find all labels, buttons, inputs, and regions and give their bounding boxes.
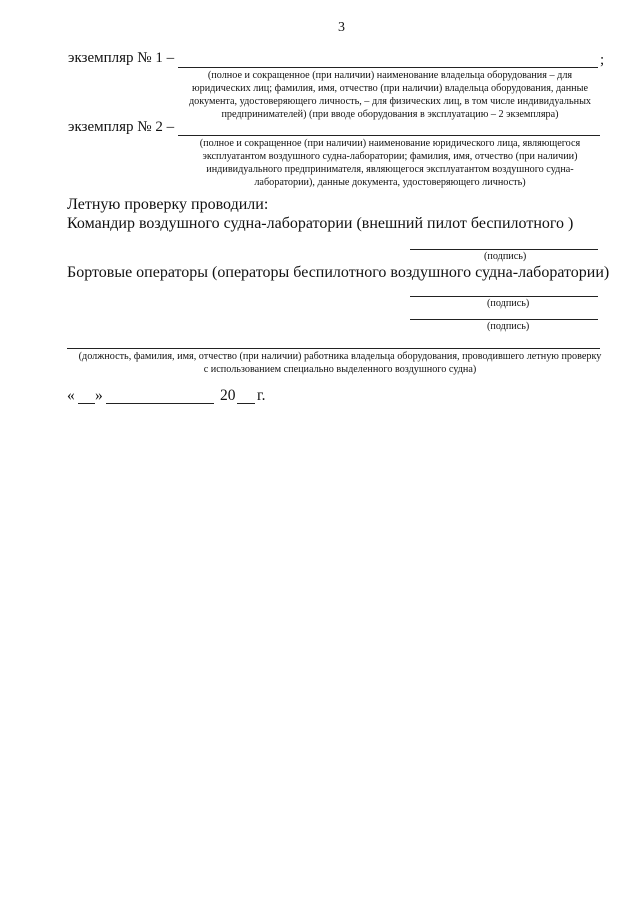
date-year-field[interactable] [237,403,255,404]
date-year-prefix: 20 [220,387,236,404]
copy2-label: экземпляр № 2 – [68,119,175,135]
copy1-terminator: ; [600,52,605,68]
copy1-label: экземпляр № 1 – [68,50,175,66]
copy1-note-line: документа, удостоверяющего личность, – для физических лиц, в том числе индивидуальных [188,96,592,107]
copy2-note-line: лаборатории), данные документа, удостоверяющего личность) [254,177,526,188]
date-close-quote: » [95,387,103,404]
operator-signature-line-2[interactable] [410,319,598,320]
operator-signature-line-1[interactable] [410,296,598,297]
employee-note-line: с использованием специально выделенного воздушного судна) [203,364,477,375]
page-number: 3 [338,20,345,35]
signature-caption: (подпись) [484,251,527,262]
date-year-suffix: г. [257,387,266,404]
employee-note-line: (должность, фамилия, имя, отчество (при наличии) работника владельца оборудования, проводившего летную проверку [78,351,602,362]
copy2-note [170,137,610,189]
copy2-note-line: эксплуатантом воздушного судна-лаборатории; фамилия, имя, отчество (при наличии) [202,151,578,162]
copy2-note-line: индивидуального предпринимателя, являющегося эксплуатантом воздушного судна- [206,164,574,175]
operators-label: Бортовые операторы (операторы беспилотного воздушного судна-лаборатории) [67,264,610,281]
date-day-field[interactable] [78,403,95,404]
copy1-note-line: предпринимателей) (при вводе оборудования в эксплуатацию – 2 экземпляра) [221,109,559,120]
employee-info-line[interactable] [67,348,600,349]
copy1-note [170,69,610,121]
date-month-field[interactable] [106,403,214,404]
copy1-note-line: (полное и сокращенное (при наличии) наименование владельца оборудования – для [207,70,573,81]
commander-label: Командир воздушного судна-лаборатории (внешний пилот беспилотного ) [67,215,574,232]
commander-signature-line[interactable] [410,249,598,250]
signature-caption: (подпись) [487,321,530,332]
copy2-note-line: (полное и сокращенное (при наличии) наименование юридического лица, являющегося [199,138,581,149]
flight-check-heading: Летную проверку проводили: [67,196,269,213]
copy2-fill-line[interactable] [178,135,600,136]
copy1-note-line: юридических лиц; фамилия, имя, отчество (при наличии) владельца оборудования, данные [192,83,588,94]
date-open-quote: « [67,387,75,404]
employee-note [60,350,620,376]
signature-caption: (подпись) [487,298,530,309]
copy1-fill-line[interactable] [178,67,598,68]
